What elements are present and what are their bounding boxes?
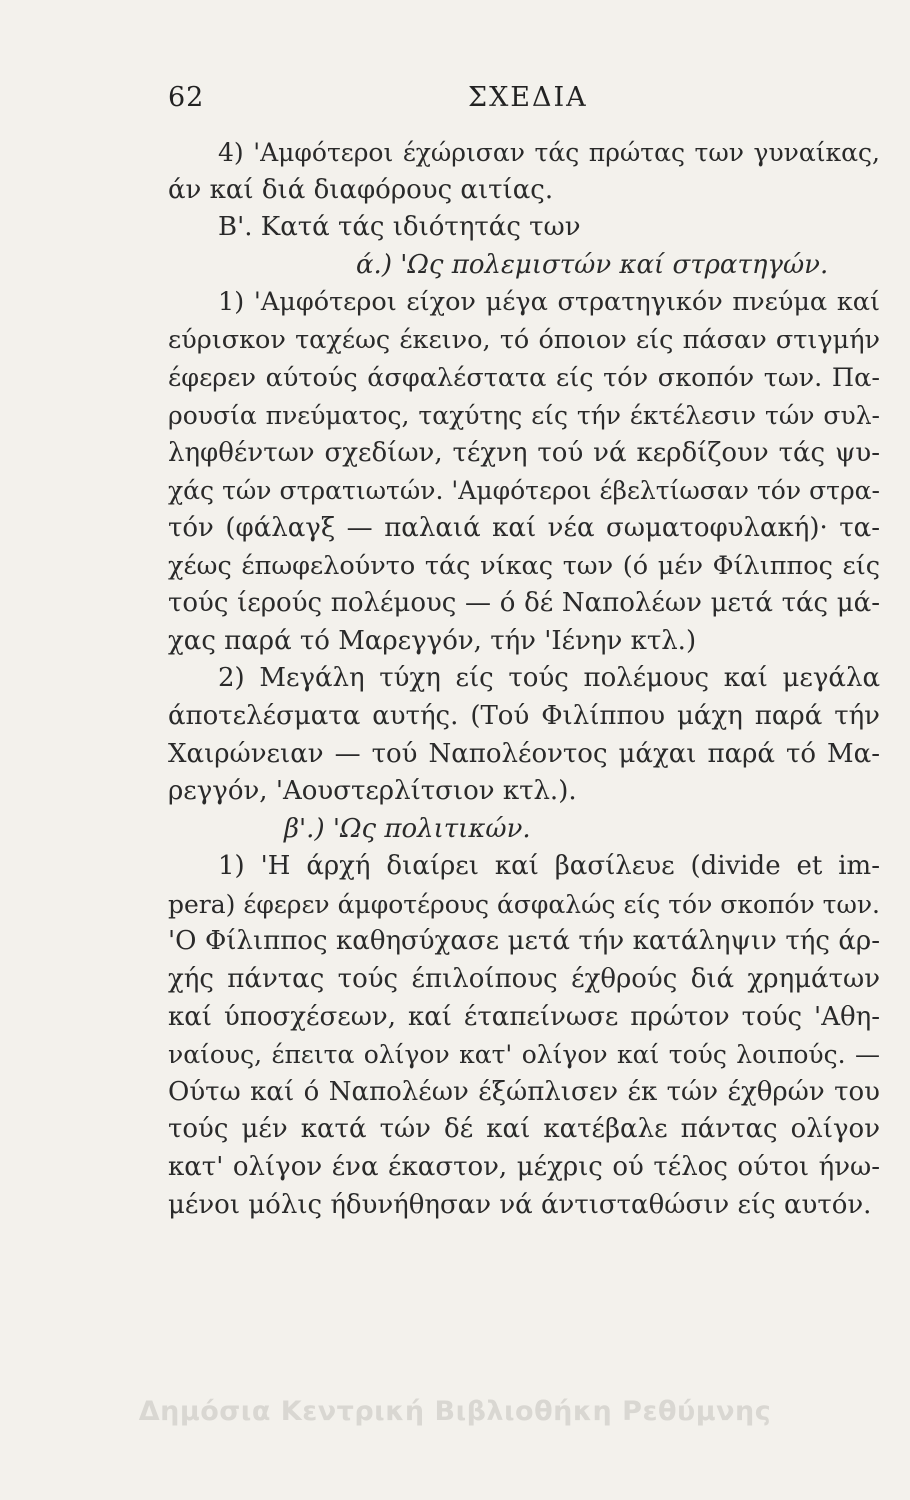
text-line: 1) 'Η άρχή διαίρει καί βασίλευε (divide et im-: [218, 851, 880, 882]
text-line: Χαιρώνειαν — τού Ναπολέοντος μάχαι παρά τό Μα-: [168, 738, 880, 769]
text-line: χέως έπωφελούντο τάς νίκας των (ό μέν Φίλιππος είς: [168, 550, 880, 581]
text-line: ρουσία πνεύματος, ταχύτης είς τήν έκτέλεσιν τών συλ-: [168, 401, 880, 431]
body-text: [168, 134, 880, 1224]
text-line: χάς τών στρατιωτών. 'Αμφότεροι έβελτίωσαν τόν στρα-: [168, 476, 880, 506]
text-line: άν καί διά διαφόρους αιτίας.: [168, 174, 554, 205]
text-line: χής πάντας τούς έπιλοίπους έχθρούς διά χρημάτων: [168, 964, 880, 995]
text-line: τόν (φάλαγξ — παλαιά καί νέα σωματοφυλακή)· τα-: [168, 512, 880, 543]
section-heading: Β'. Κατά τάς ιδιότητάς των: [218, 212, 581, 243]
text-line: 2) Μεγάλη τύχη είς τούς πολέμους καί μεγάλα: [218, 663, 880, 694]
text-line: 'Ο Φίλιππος καθησύχασε μετά τήν κατάληψιν τής άρ-: [168, 926, 880, 957]
text-line: άποτελέσματα αυτής. (Τού Φιλίππου μάχη παρά τήν: [168, 700, 880, 731]
text-line: Ούτω καί ό Ναπολέων έξώπλισεν έκ τών έχθρών του: [168, 1076, 880, 1107]
text-line: ρεγγόν, 'Αουστερλίτσιον κτλ.).: [168, 776, 577, 807]
page-number: 62: [168, 82, 205, 113]
text-line: 1) 'Αμφότεροι είχον μέγα στρατηγικόν πνεύμα καί: [218, 287, 880, 318]
text-line: τούς ίερούς πολέμους — ό δέ Ναπολέων μετά τάς μά-: [168, 588, 880, 619]
text-line: τούς μέν κατά τών δέ καί κατέβαλε πάντας ολίγον: [168, 1114, 880, 1145]
subsection-heading: ά.) 'Ως πολεμιστών καί στρατηγών.: [356, 249, 829, 280]
text-line: έφερεν αύτούς άσφαλέστατα είς τόν σκοπόν των. Πα-: [168, 362, 880, 393]
text-line: χας παρά τό Μαρεγγόν, τήν 'Ιένην κτλ.): [168, 625, 697, 656]
text-line: μένοι μόλις ήδυνήθησαν νά άντισταθώσιν είς αυτόν.: [168, 1189, 872, 1220]
text-line: 4) 'Αμφότεροι έχώρισαν τάς πρώτας των γυναίκας,: [218, 138, 880, 167]
text-line: ναίους, έπειτα ολίγον κατ' ολίγον καί τούς λοιπούς. —: [168, 1040, 880, 1070]
text-line: κατ' ολίγον ένα έκαστον, μέχρις ού τέλος ούτοι ήνω-: [168, 1152, 880, 1183]
text-line: εύρισκον ταχέως έκεινο, τό όποιον είς πάσαν στιγμήν: [168, 324, 880, 355]
text-line: pera) έφερεν άμφοτέρους άσφαλώς είς τόν σκοπόν των.: [168, 889, 880, 919]
subsection-heading: β'.) 'Ως πολιτικών.: [284, 813, 531, 844]
library-watermark: Δημόσια Κεντρική Βιβλιοθήκη Ρεθύμνης: [138, 1396, 772, 1427]
running-title: ΣΧΕΔΙΑ: [468, 82, 588, 113]
text-line: ληφθέντων σχεδίων, τέχνη τού νά κερδίζουν τάς ψυ-: [168, 437, 880, 468]
text-line: καί ύποσχέσεων, καί έταπείνωσε πρώτον τούς 'Αθη-: [168, 1001, 880, 1032]
page-header: [168, 82, 882, 122]
